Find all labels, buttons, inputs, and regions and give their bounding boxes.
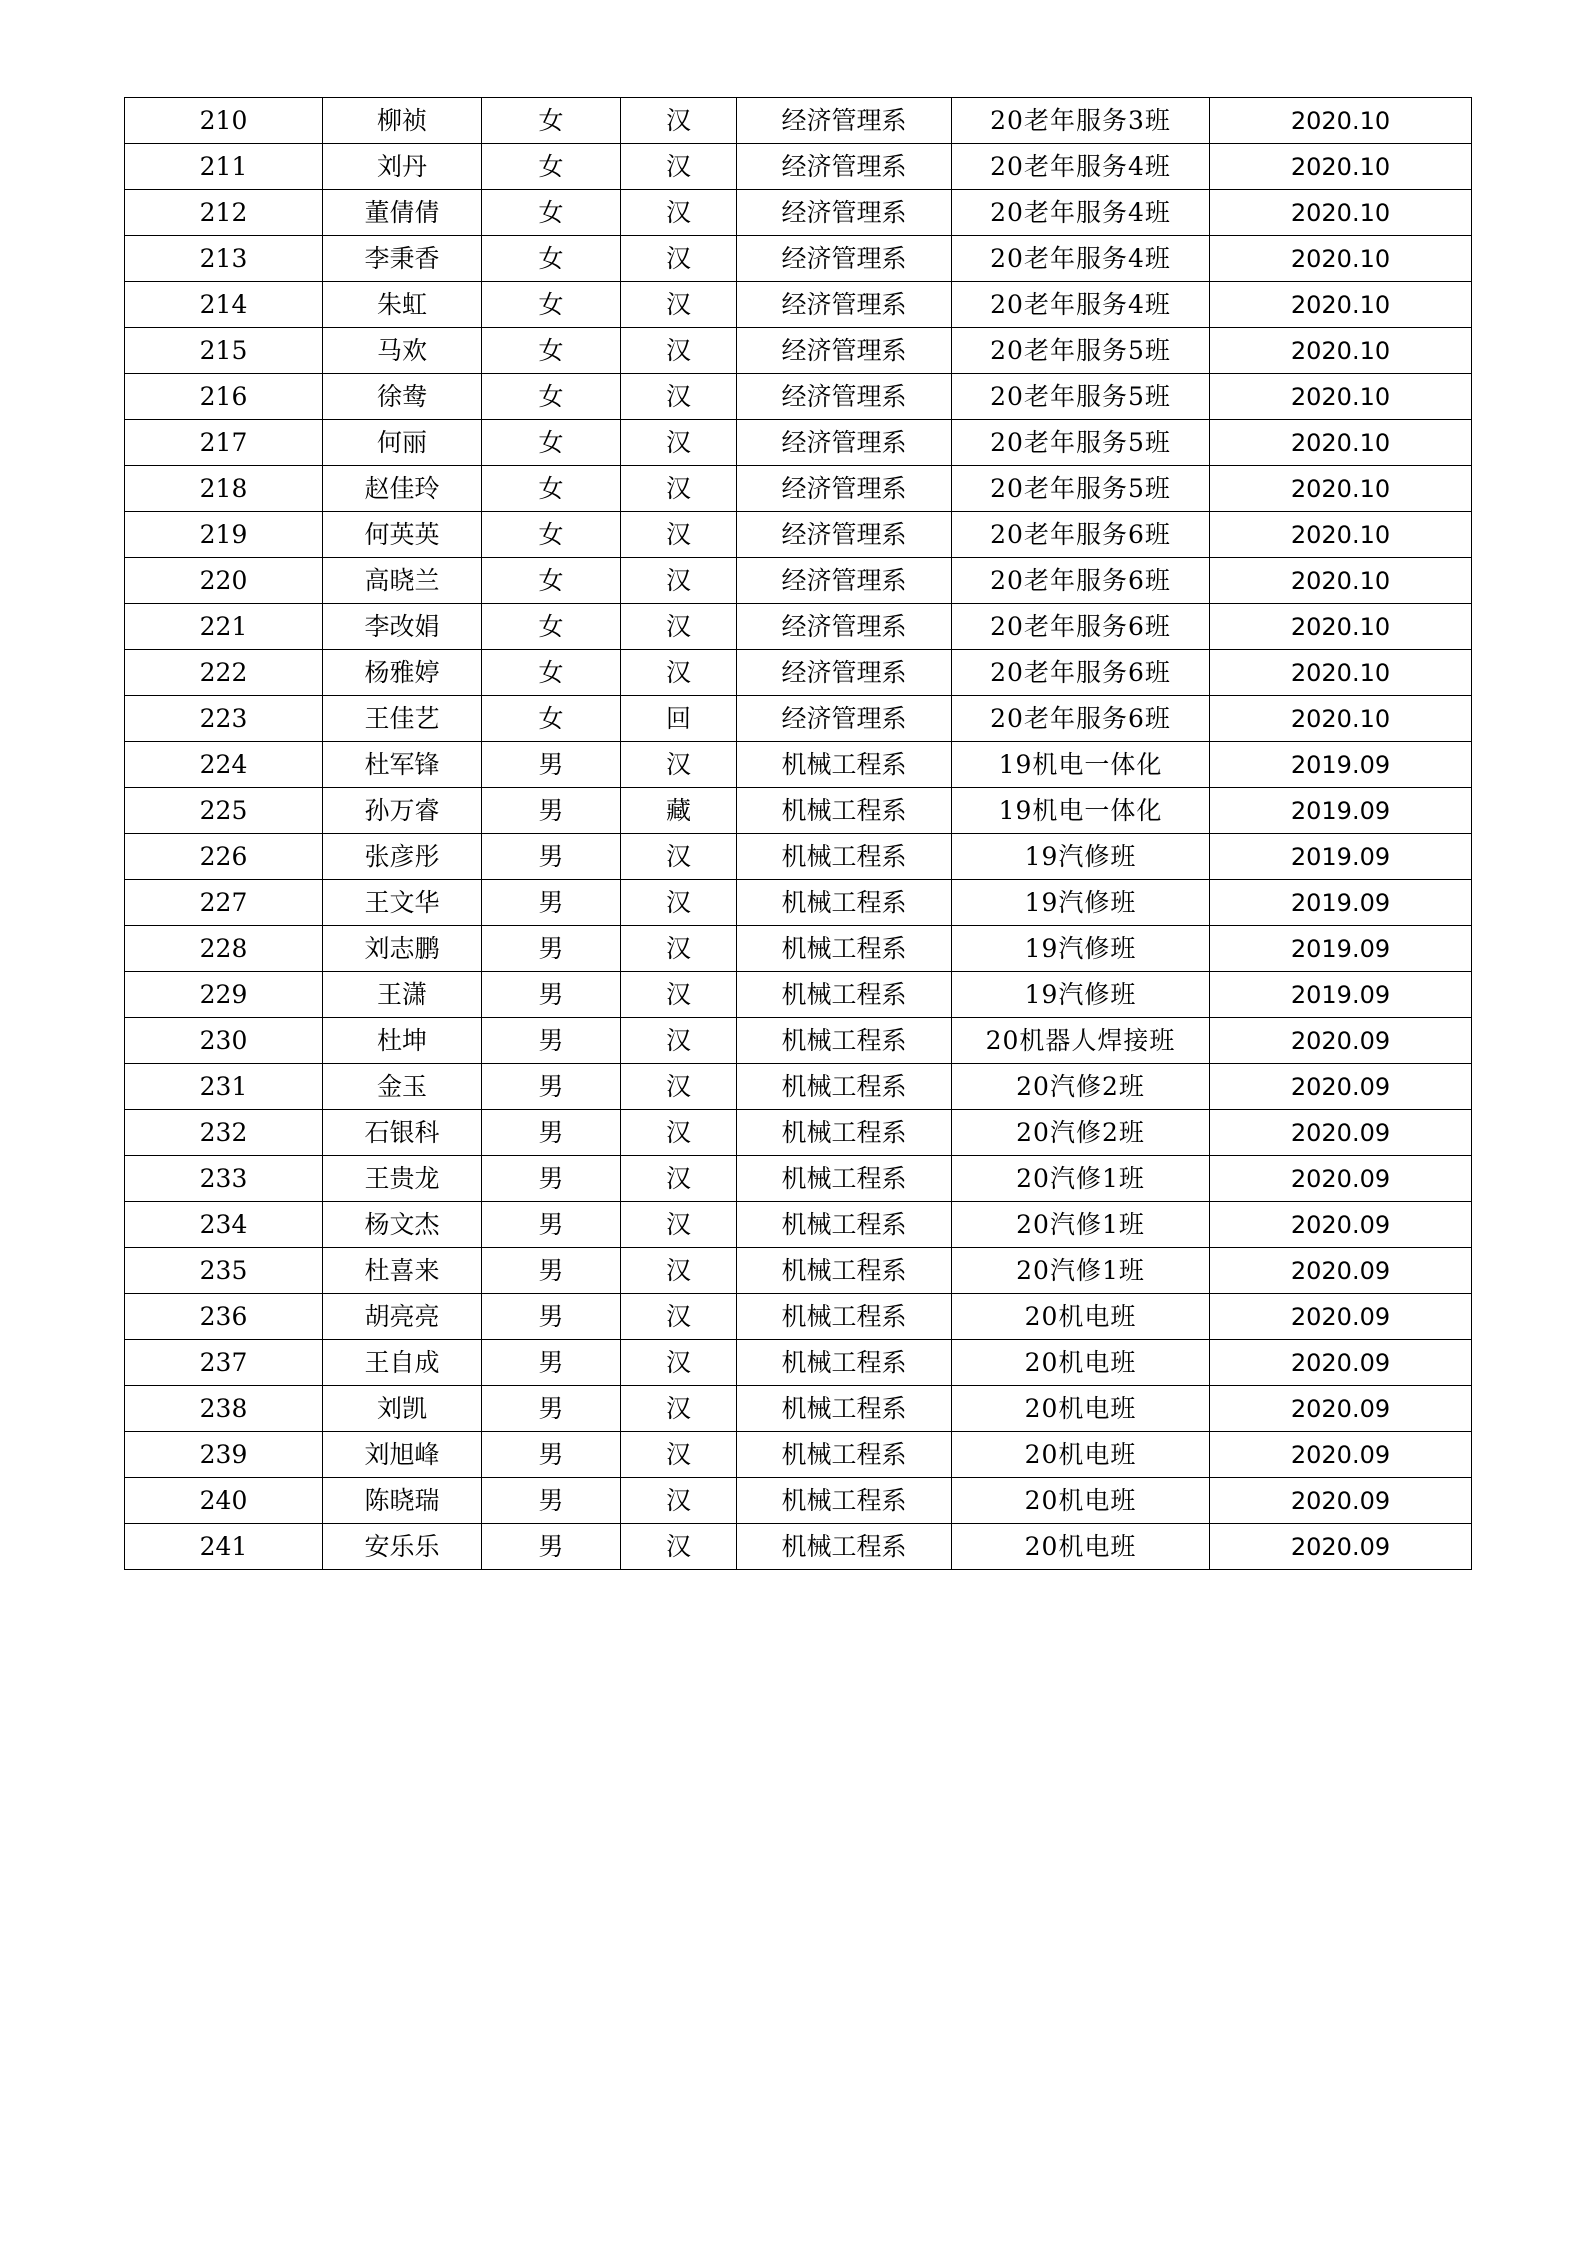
cell-department: 机械工程系 bbox=[737, 1202, 952, 1248]
roster-body bbox=[125, 98, 1472, 1570]
table-row bbox=[125, 512, 1472, 558]
cell-class: 20老年服务4班 bbox=[952, 236, 1210, 282]
cell-name: 王自成 bbox=[323, 1340, 482, 1386]
table-row bbox=[125, 374, 1472, 420]
cell-name: 柳祯 bbox=[323, 98, 482, 144]
cell-class: 19机电一体化 bbox=[952, 788, 1210, 834]
cell-gender: 女 bbox=[482, 696, 621, 742]
cell-class: 20老年服务5班 bbox=[952, 466, 1210, 512]
cell-department: 机械工程系 bbox=[737, 788, 952, 834]
cell-class: 20老年服务6班 bbox=[952, 604, 1210, 650]
cell-name: 王潇 bbox=[323, 972, 482, 1018]
cell-gender: 女 bbox=[482, 512, 621, 558]
cell-ethnicity: 汉 bbox=[621, 512, 737, 558]
cell-department: 机械工程系 bbox=[737, 1524, 952, 1570]
cell-gender: 男 bbox=[482, 1248, 621, 1294]
cell-department: 机械工程系 bbox=[737, 972, 952, 1018]
cell-ethnicity: 汉 bbox=[621, 328, 737, 374]
cell-number: 228 bbox=[125, 926, 323, 972]
table-row bbox=[125, 880, 1472, 926]
cell-department: 机械工程系 bbox=[737, 880, 952, 926]
cell-department: 经济管理系 bbox=[737, 328, 952, 374]
cell-gender: 男 bbox=[482, 1340, 621, 1386]
cell-ethnicity: 汉 bbox=[621, 1110, 737, 1156]
cell-class: 20老年服务5班 bbox=[952, 420, 1210, 466]
cell-class: 20机电班 bbox=[952, 1524, 1210, 1570]
cell-department: 经济管理系 bbox=[737, 420, 952, 466]
cell-date: 2020.09 bbox=[1210, 1110, 1472, 1156]
cell-class: 20老年服务3班 bbox=[952, 98, 1210, 144]
cell-ethnicity: 汉 bbox=[621, 650, 737, 696]
table-row bbox=[125, 98, 1472, 144]
cell-gender: 女 bbox=[482, 144, 621, 190]
cell-ethnicity: 汉 bbox=[621, 1018, 737, 1064]
table-row bbox=[125, 1156, 1472, 1202]
cell-name: 刘旭峰 bbox=[323, 1432, 482, 1478]
cell-name: 李秉香 bbox=[323, 236, 482, 282]
table-row bbox=[125, 328, 1472, 374]
student-roster-table bbox=[124, 97, 1472, 1570]
cell-ethnicity: 汉 bbox=[621, 466, 737, 512]
cell-department: 机械工程系 bbox=[737, 1478, 952, 1524]
cell-department: 机械工程系 bbox=[737, 834, 952, 880]
cell-ethnicity: 汉 bbox=[621, 558, 737, 604]
cell-date: 2020.09 bbox=[1210, 1064, 1472, 1110]
cell-date: 2019.09 bbox=[1210, 972, 1472, 1018]
cell-class: 20老年服务5班 bbox=[952, 374, 1210, 420]
cell-ethnicity: 汉 bbox=[621, 1340, 737, 1386]
cell-ethnicity: 汉 bbox=[621, 420, 737, 466]
cell-gender: 男 bbox=[482, 1524, 621, 1570]
cell-name: 安乐乐 bbox=[323, 1524, 482, 1570]
cell-gender: 男 bbox=[482, 834, 621, 880]
cell-number: 220 bbox=[125, 558, 323, 604]
cell-name: 孙万睿 bbox=[323, 788, 482, 834]
cell-gender: 男 bbox=[482, 1294, 621, 1340]
cell-number: 213 bbox=[125, 236, 323, 282]
cell-name: 何英英 bbox=[323, 512, 482, 558]
cell-date: 2020.10 bbox=[1210, 144, 1472, 190]
cell-department: 机械工程系 bbox=[737, 1156, 952, 1202]
cell-name: 金玉 bbox=[323, 1064, 482, 1110]
cell-ethnicity: 汉 bbox=[621, 1294, 737, 1340]
cell-department: 机械工程系 bbox=[737, 742, 952, 788]
cell-class: 20老年服务4班 bbox=[952, 282, 1210, 328]
cell-name: 王佳艺 bbox=[323, 696, 482, 742]
cell-gender: 男 bbox=[482, 742, 621, 788]
cell-number: 210 bbox=[125, 98, 323, 144]
cell-gender: 女 bbox=[482, 466, 621, 512]
table-row bbox=[125, 834, 1472, 880]
table-row bbox=[125, 604, 1472, 650]
table-row bbox=[125, 696, 1472, 742]
cell-class: 20老年服务5班 bbox=[952, 328, 1210, 374]
cell-date: 2020.10 bbox=[1210, 650, 1472, 696]
cell-department: 经济管理系 bbox=[737, 282, 952, 328]
cell-date: 2019.09 bbox=[1210, 834, 1472, 880]
cell-department: 机械工程系 bbox=[737, 1110, 952, 1156]
cell-number: 233 bbox=[125, 1156, 323, 1202]
table-row bbox=[125, 1340, 1472, 1386]
cell-class: 20汽修2班 bbox=[952, 1110, 1210, 1156]
cell-number: 240 bbox=[125, 1478, 323, 1524]
cell-date: 2020.10 bbox=[1210, 190, 1472, 236]
table-row bbox=[125, 1202, 1472, 1248]
table-row bbox=[125, 926, 1472, 972]
cell-department: 经济管理系 bbox=[737, 512, 952, 558]
cell-ethnicity: 汉 bbox=[621, 374, 737, 420]
cell-ethnicity: 汉 bbox=[621, 972, 737, 1018]
table-row bbox=[125, 972, 1472, 1018]
cell-ethnicity: 汉 bbox=[621, 742, 737, 788]
cell-name: 赵佳玲 bbox=[323, 466, 482, 512]
cell-gender: 女 bbox=[482, 190, 621, 236]
cell-date: 2020.09 bbox=[1210, 1202, 1472, 1248]
cell-ethnicity: 汉 bbox=[621, 1524, 737, 1570]
cell-date: 2020.10 bbox=[1210, 558, 1472, 604]
cell-class: 20机器人焊接班 bbox=[952, 1018, 1210, 1064]
table-row bbox=[125, 144, 1472, 190]
cell-number: 212 bbox=[125, 190, 323, 236]
cell-class: 20汽修1班 bbox=[952, 1156, 1210, 1202]
cell-gender: 女 bbox=[482, 558, 621, 604]
cell-date: 2020.09 bbox=[1210, 1018, 1472, 1064]
cell-date: 2020.10 bbox=[1210, 236, 1472, 282]
cell-class: 19汽修班 bbox=[952, 926, 1210, 972]
cell-number: 216 bbox=[125, 374, 323, 420]
table-row bbox=[125, 1386, 1472, 1432]
cell-number: 222 bbox=[125, 650, 323, 696]
cell-class: 19汽修班 bbox=[952, 880, 1210, 926]
cell-name: 杨文杰 bbox=[323, 1202, 482, 1248]
cell-department: 机械工程系 bbox=[737, 1386, 952, 1432]
cell-department: 机械工程系 bbox=[737, 1294, 952, 1340]
cell-gender: 男 bbox=[482, 1156, 621, 1202]
cell-ethnicity: 回 bbox=[621, 696, 737, 742]
cell-number: 215 bbox=[125, 328, 323, 374]
cell-ethnicity: 汉 bbox=[621, 1156, 737, 1202]
cell-ethnicity: 汉 bbox=[621, 98, 737, 144]
cell-number: 231 bbox=[125, 1064, 323, 1110]
cell-class: 20机电班 bbox=[952, 1386, 1210, 1432]
cell-ethnicity: 汉 bbox=[621, 926, 737, 972]
cell-ethnicity: 汉 bbox=[621, 144, 737, 190]
cell-gender: 女 bbox=[482, 420, 621, 466]
cell-ethnicity: 汉 bbox=[621, 834, 737, 880]
cell-number: 224 bbox=[125, 742, 323, 788]
cell-ethnicity: 藏 bbox=[621, 788, 737, 834]
cell-date: 2020.10 bbox=[1210, 328, 1472, 374]
cell-name: 王文华 bbox=[323, 880, 482, 926]
cell-department: 经济管理系 bbox=[737, 98, 952, 144]
cell-gender: 男 bbox=[482, 1018, 621, 1064]
cell-gender: 女 bbox=[482, 282, 621, 328]
cell-department: 经济管理系 bbox=[737, 144, 952, 190]
cell-gender: 男 bbox=[482, 788, 621, 834]
cell-gender: 男 bbox=[482, 1064, 621, 1110]
cell-date: 2020.10 bbox=[1210, 604, 1472, 650]
cell-name: 董倩倩 bbox=[323, 190, 482, 236]
cell-name: 杨雅婷 bbox=[323, 650, 482, 696]
table-row bbox=[125, 466, 1472, 512]
cell-name: 张彦彤 bbox=[323, 834, 482, 880]
cell-date: 2020.10 bbox=[1210, 466, 1472, 512]
cell-date: 2020.10 bbox=[1210, 98, 1472, 144]
cell-class: 19汽修班 bbox=[952, 972, 1210, 1018]
cell-date: 2019.09 bbox=[1210, 788, 1472, 834]
cell-number: 221 bbox=[125, 604, 323, 650]
cell-gender: 男 bbox=[482, 972, 621, 1018]
cell-gender: 女 bbox=[482, 328, 621, 374]
cell-date: 2020.10 bbox=[1210, 282, 1472, 328]
cell-gender: 男 bbox=[482, 926, 621, 972]
cell-department: 经济管理系 bbox=[737, 696, 952, 742]
cell-date: 2020.09 bbox=[1210, 1432, 1472, 1478]
cell-name: 刘丹 bbox=[323, 144, 482, 190]
cell-department: 经济管理系 bbox=[737, 236, 952, 282]
cell-number: 225 bbox=[125, 788, 323, 834]
cell-gender: 女 bbox=[482, 98, 621, 144]
table-row bbox=[125, 1064, 1472, 1110]
cell-gender: 女 bbox=[482, 374, 621, 420]
cell-class: 20机电班 bbox=[952, 1478, 1210, 1524]
table-row bbox=[125, 190, 1472, 236]
table-row bbox=[125, 1110, 1472, 1156]
cell-department: 机械工程系 bbox=[737, 1064, 952, 1110]
cell-name: 刘志鹏 bbox=[323, 926, 482, 972]
cell-number: 223 bbox=[125, 696, 323, 742]
table-row bbox=[125, 558, 1472, 604]
table-row bbox=[125, 1294, 1472, 1340]
cell-date: 2020.09 bbox=[1210, 1340, 1472, 1386]
cell-name: 陈晓瑞 bbox=[323, 1478, 482, 1524]
cell-class: 20老年服务6班 bbox=[952, 696, 1210, 742]
cell-number: 219 bbox=[125, 512, 323, 558]
cell-class: 20机电班 bbox=[952, 1294, 1210, 1340]
cell-number: 237 bbox=[125, 1340, 323, 1386]
cell-class: 20汽修1班 bbox=[952, 1202, 1210, 1248]
cell-department: 经济管理系 bbox=[737, 650, 952, 696]
cell-ethnicity: 汉 bbox=[621, 1432, 737, 1478]
cell-department: 经济管理系 bbox=[737, 466, 952, 512]
cell-gender: 女 bbox=[482, 650, 621, 696]
cell-ethnicity: 汉 bbox=[621, 190, 737, 236]
cell-date: 2020.09 bbox=[1210, 1294, 1472, 1340]
cell-name: 马欢 bbox=[323, 328, 482, 374]
cell-class: 20机电班 bbox=[952, 1340, 1210, 1386]
table-row bbox=[125, 282, 1472, 328]
table-row bbox=[125, 236, 1472, 282]
cell-ethnicity: 汉 bbox=[621, 1064, 737, 1110]
cell-number: 211 bbox=[125, 144, 323, 190]
cell-number: 241 bbox=[125, 1524, 323, 1570]
table-row bbox=[125, 1248, 1472, 1294]
table-row bbox=[125, 788, 1472, 834]
cell-number: 226 bbox=[125, 834, 323, 880]
cell-gender: 女 bbox=[482, 604, 621, 650]
cell-name: 朱虹 bbox=[323, 282, 482, 328]
cell-ethnicity: 汉 bbox=[621, 880, 737, 926]
table-row bbox=[125, 742, 1472, 788]
cell-class: 20汽修2班 bbox=[952, 1064, 1210, 1110]
cell-number: 234 bbox=[125, 1202, 323, 1248]
table-row bbox=[125, 1478, 1472, 1524]
table-row bbox=[125, 1524, 1472, 1570]
cell-date: 2020.10 bbox=[1210, 420, 1472, 466]
cell-department: 机械工程系 bbox=[737, 1432, 952, 1478]
cell-number: 232 bbox=[125, 1110, 323, 1156]
cell-gender: 男 bbox=[482, 1202, 621, 1248]
cell-department: 机械工程系 bbox=[737, 1248, 952, 1294]
cell-ethnicity: 汉 bbox=[621, 1202, 737, 1248]
cell-name: 徐鸯 bbox=[323, 374, 482, 420]
table-row bbox=[125, 1018, 1472, 1064]
cell-class: 19机电一体化 bbox=[952, 742, 1210, 788]
cell-date: 2019.09 bbox=[1210, 742, 1472, 788]
cell-number: 235 bbox=[125, 1248, 323, 1294]
cell-class: 20老年服务4班 bbox=[952, 190, 1210, 236]
cell-department: 经济管理系 bbox=[737, 558, 952, 604]
cell-date: 2020.09 bbox=[1210, 1248, 1472, 1294]
cell-name: 何丽 bbox=[323, 420, 482, 466]
cell-number: 239 bbox=[125, 1432, 323, 1478]
cell-number: 214 bbox=[125, 282, 323, 328]
cell-ethnicity: 汉 bbox=[621, 1386, 737, 1432]
cell-name: 高晓兰 bbox=[323, 558, 482, 604]
cell-date: 2020.10 bbox=[1210, 512, 1472, 558]
cell-number: 230 bbox=[125, 1018, 323, 1064]
cell-department: 机械工程系 bbox=[737, 926, 952, 972]
cell-date: 2020.09 bbox=[1210, 1524, 1472, 1570]
cell-name: 胡亮亮 bbox=[323, 1294, 482, 1340]
cell-date: 2019.09 bbox=[1210, 926, 1472, 972]
cell-gender: 男 bbox=[482, 1110, 621, 1156]
cell-number: 236 bbox=[125, 1294, 323, 1340]
table-row bbox=[125, 420, 1472, 466]
cell-gender: 男 bbox=[482, 1386, 621, 1432]
cell-ethnicity: 汉 bbox=[621, 604, 737, 650]
cell-ethnicity: 汉 bbox=[621, 236, 737, 282]
cell-department: 机械工程系 bbox=[737, 1018, 952, 1064]
cell-gender: 男 bbox=[482, 1432, 621, 1478]
cell-name: 杜喜来 bbox=[323, 1248, 482, 1294]
cell-date: 2020.09 bbox=[1210, 1156, 1472, 1202]
cell-department: 经济管理系 bbox=[737, 190, 952, 236]
cell-name: 王贵龙 bbox=[323, 1156, 482, 1202]
cell-date: 2020.09 bbox=[1210, 1386, 1472, 1432]
cell-name: 刘凯 bbox=[323, 1386, 482, 1432]
cell-number: 227 bbox=[125, 880, 323, 926]
cell-date: 2020.10 bbox=[1210, 696, 1472, 742]
cell-number: 217 bbox=[125, 420, 323, 466]
cell-date: 2020.10 bbox=[1210, 374, 1472, 420]
cell-gender: 男 bbox=[482, 1478, 621, 1524]
cell-name: 石银科 bbox=[323, 1110, 482, 1156]
cell-date: 2020.09 bbox=[1210, 1478, 1472, 1524]
cell-ethnicity: 汉 bbox=[621, 1478, 737, 1524]
cell-gender: 男 bbox=[482, 880, 621, 926]
cell-name: 李改娟 bbox=[323, 604, 482, 650]
cell-department: 机械工程系 bbox=[737, 1340, 952, 1386]
cell-department: 经济管理系 bbox=[737, 604, 952, 650]
table-row bbox=[125, 650, 1472, 696]
cell-gender: 女 bbox=[482, 236, 621, 282]
cell-number: 218 bbox=[125, 466, 323, 512]
cell-date: 2019.09 bbox=[1210, 880, 1472, 926]
cell-class: 20老年服务6班 bbox=[952, 512, 1210, 558]
cell-name: 杜军锋 bbox=[323, 742, 482, 788]
table-row bbox=[125, 1432, 1472, 1478]
cell-class: 20老年服务6班 bbox=[952, 558, 1210, 604]
cell-class: 20机电班 bbox=[952, 1432, 1210, 1478]
cell-name: 杜坤 bbox=[323, 1018, 482, 1064]
cell-class: 19汽修班 bbox=[952, 834, 1210, 880]
cell-class: 20老年服务6班 bbox=[952, 650, 1210, 696]
cell-number: 238 bbox=[125, 1386, 323, 1432]
cell-department: 经济管理系 bbox=[737, 374, 952, 420]
cell-class: 20老年服务4班 bbox=[952, 144, 1210, 190]
cell-ethnicity: 汉 bbox=[621, 282, 737, 328]
cell-class: 20汽修1班 bbox=[952, 1248, 1210, 1294]
cell-ethnicity: 汉 bbox=[621, 1248, 737, 1294]
cell-number: 229 bbox=[125, 972, 323, 1018]
